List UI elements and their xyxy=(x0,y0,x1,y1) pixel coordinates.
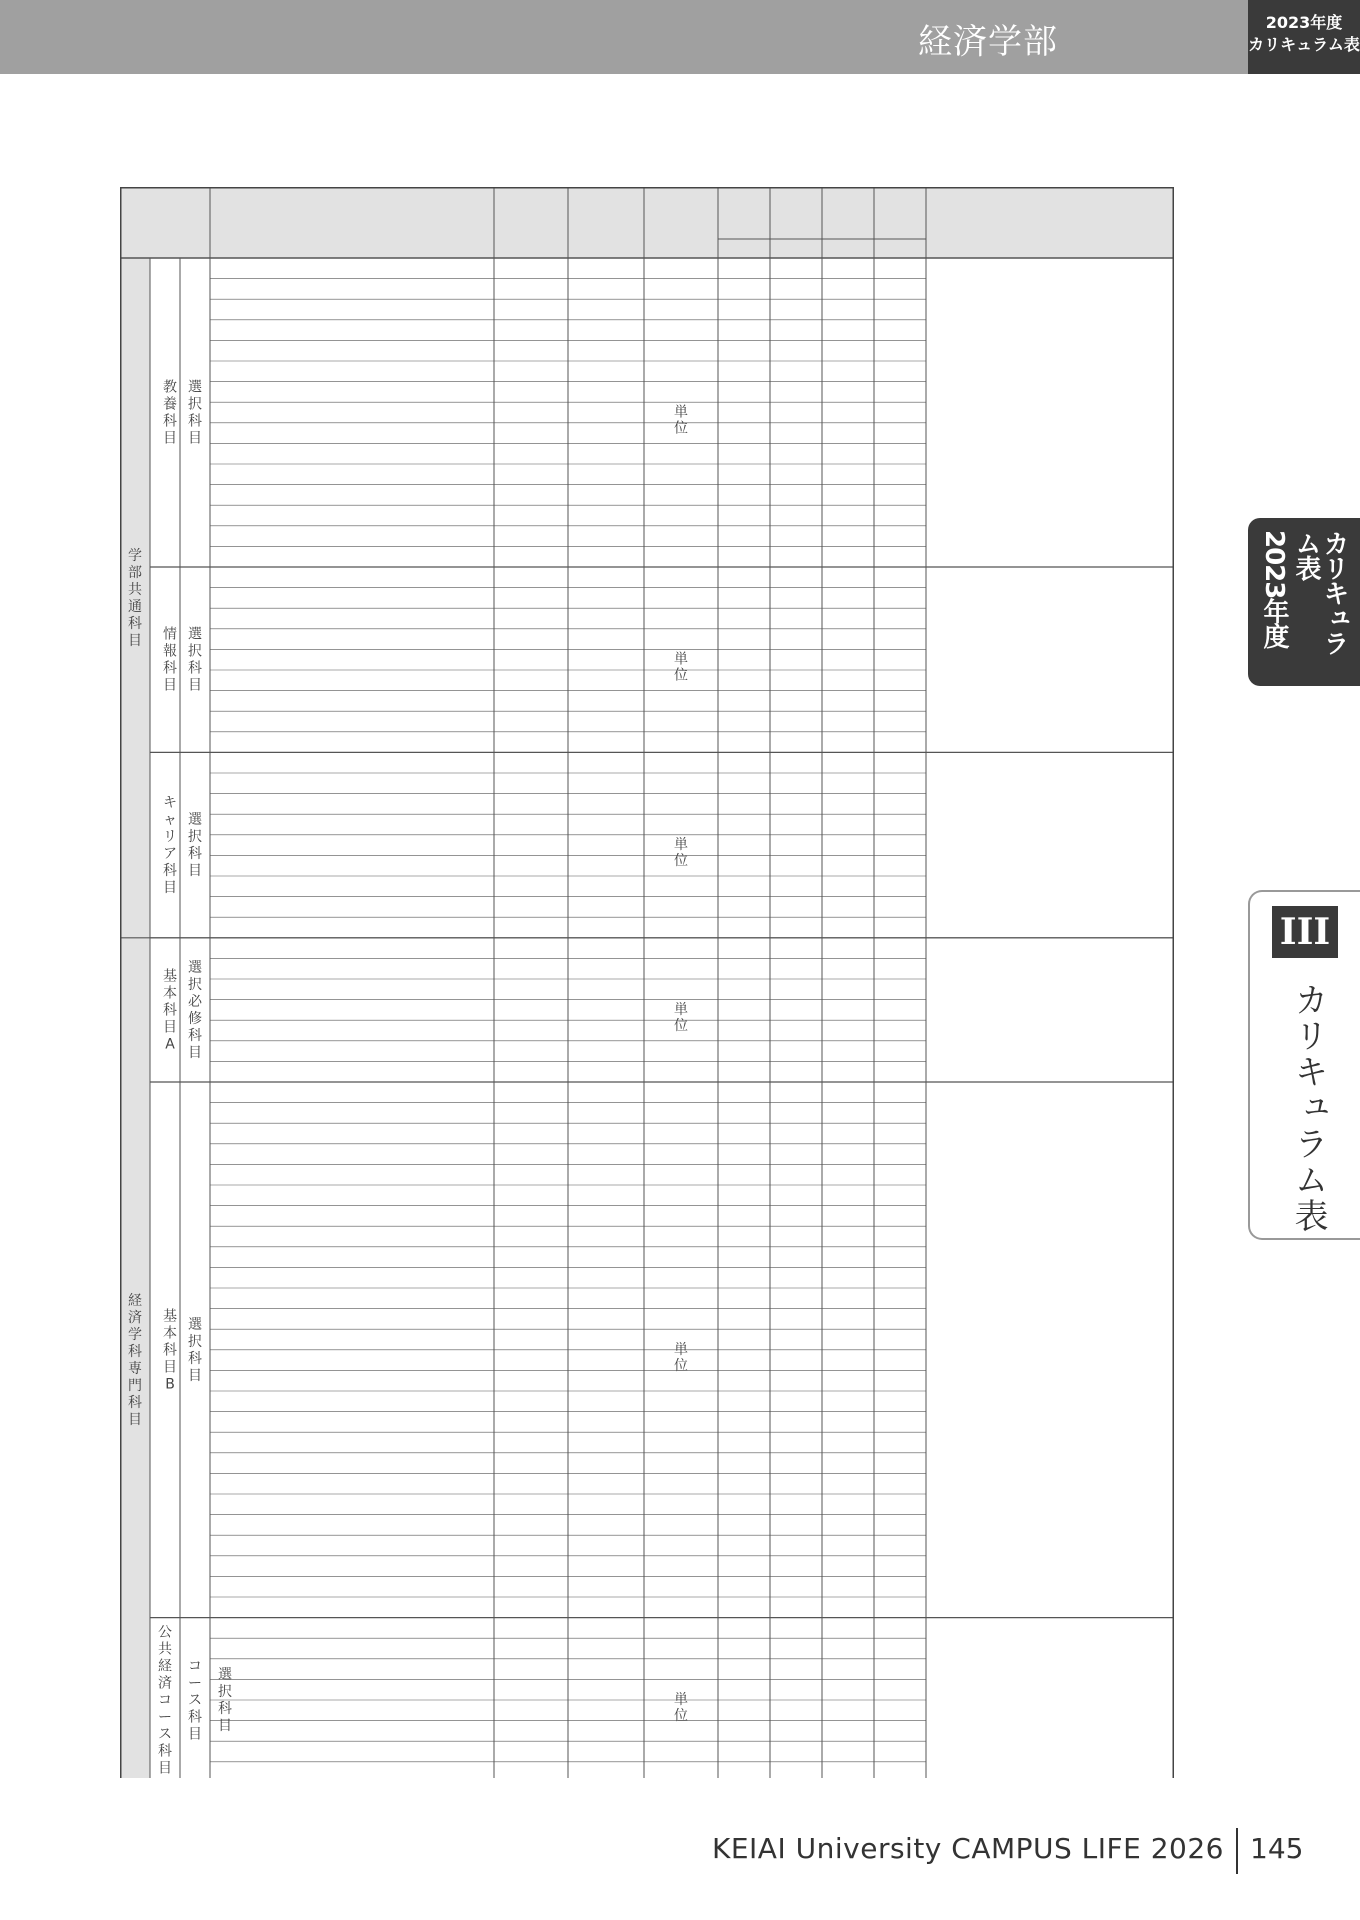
group-type: 選択科目 xyxy=(188,812,202,880)
group-name: 公共経済コース科目 xyxy=(158,1624,172,1777)
side-tab-year-line1: 2023年度 xyxy=(1259,530,1289,649)
table-header-bg xyxy=(120,187,1174,258)
group-name: キャリア科目 xyxy=(163,795,177,897)
required-credits: 単位 xyxy=(674,1001,688,1034)
year-badge-line2: カリキュラム表 xyxy=(1248,35,1360,54)
chapter-label: カリキュラム表 xyxy=(1288,982,1328,1234)
group-name: 基本科目 A xyxy=(163,968,177,1053)
chapter-number: III xyxy=(1272,906,1338,958)
required-credits: 単位 xyxy=(674,404,688,437)
side-tab-year-line2: カリキュラム表 xyxy=(1291,530,1349,655)
required-credits: 単位 xyxy=(674,837,688,870)
category-label: 学部共通科目 xyxy=(128,547,142,649)
group-type: 選択科目 xyxy=(218,1667,232,1734)
year-badge xyxy=(1248,0,1360,74)
side-tab-chapter xyxy=(1248,890,1360,1240)
department-title: 経済学部 xyxy=(918,22,1058,62)
page-number: 145 xyxy=(1250,1832,1304,1865)
page-header xyxy=(0,0,1360,74)
required-credits: 単位 xyxy=(674,651,688,684)
group-name: 情報科目 xyxy=(163,626,177,694)
footer-brand: KEIAI University CAMPUS LIFE 2026 xyxy=(712,1832,1224,1865)
category-label: 経済学科専門科目 xyxy=(128,1293,142,1429)
group-type: 選択科目 xyxy=(188,1316,202,1384)
footer-separator xyxy=(1236,1828,1238,1874)
group-name: 教養科目 xyxy=(163,379,177,447)
curriculum-table xyxy=(120,187,1174,1778)
category-column-bg xyxy=(120,258,150,1778)
group-type: 選択科目 xyxy=(188,626,202,694)
group-name: 基本科目 B xyxy=(163,1308,177,1393)
group-type: 選択必修科目 xyxy=(188,959,202,1061)
required-credits: 単位 xyxy=(674,1341,688,1374)
side-tab-year xyxy=(1248,518,1360,686)
group-subname: コース科目 xyxy=(188,1658,202,1743)
year-badge-line1: 2023年度 xyxy=(1265,13,1343,32)
header-bar xyxy=(0,0,1248,74)
table-border xyxy=(121,188,1174,1778)
required-credits: 単位 xyxy=(674,1692,688,1724)
group-type: 選択科目 xyxy=(188,379,202,447)
page-footer xyxy=(0,1832,1360,1872)
